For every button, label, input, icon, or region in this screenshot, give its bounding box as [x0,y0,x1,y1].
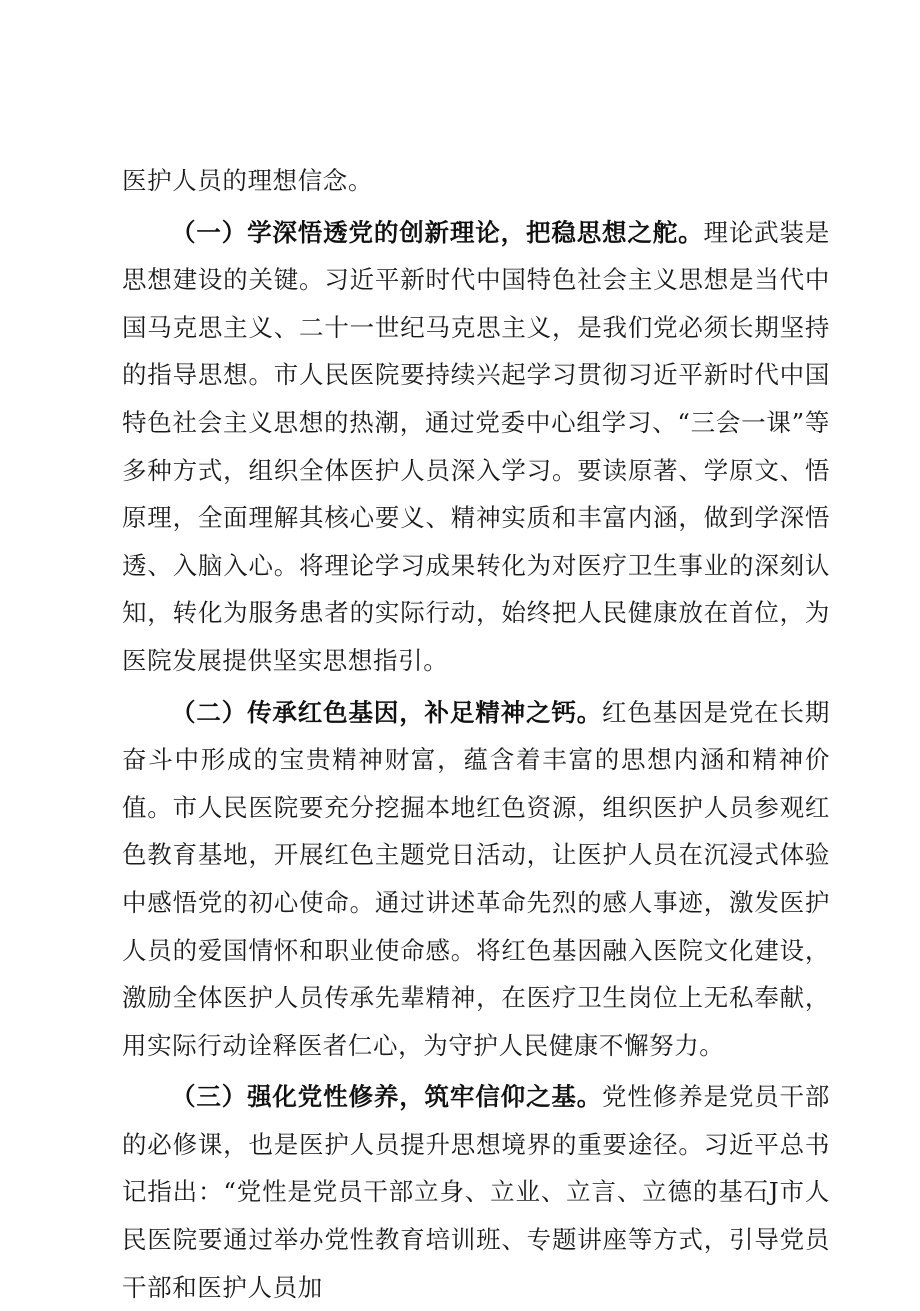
section-heading-1: （一）学深悟透党的创新理论，把稳思想之舵。 [171,217,704,247]
section-body-3: 党性修养是党员干部的必修课，也是医护人员提升思想境界的重要途径。习近平总书记指出：“党性是党员干部立身、立业、立言、立德的基石J市人民医院要通过举办党性教育培训班、专题讲座等方式，引导党员干部和医护人员加 [122,1082,830,1302]
section-heading-2: （二）传承红色基因，补足精神之钙。 [171,697,603,727]
paragraph-section-1 [122,209,830,685]
paragraph-continuation [122,157,830,205]
section-heading-3: （三）强化党性修养，筑牢信仰之基。 [171,1082,603,1112]
section-body-1: 理论武装是思想建设的关键。习近平新时代中国特色社会主义思想是当代中国马克思主义、二十一世纪马克思主义，是我们党必须长期坚持的指导思想。市人民医院要持续兴起学习贯彻习近平新时代中国特色社会主义思想的热潮，通过党委中心组学习、“三会一课”等多种方式，组织全体医护人员深入学习。要读原著、学原文、悟原理，全面理解其核心要义、精神实质和丰富内涵，做到学深悟透、入脑入心。将理论学习成果转化为对医疗卫生事业的深刻认知，转化为服务患者的实际行动，始终把人民健康放在首位，为医院发展提供坚实思想指引。 [122,217,830,675]
section-body-2: 红色基因是党在长期奋斗中形成的宝贵精神财富，蕴含着丰富的思想内涵和精神价值。市人民医院要充分挖掘本地红色资源，组织医护人员参观红色教育基地，开展红色主题党日活动，让医护人员在沉浸式体验中感悟党的初心使命。通过讲述革命先烈的感人事迹，激发医护人员的爱国情怀和职业使命感。将红色基因融入医院文化建设，激励全体医护人员传承先辈精神，在医疗卫生岗位上无私奉献，用实际行动诠释医者仁心，为守护人民健康不懈努力。 [122,697,830,1060]
paragraph-body: 医护人员的理想信念。 [122,166,373,195]
paragraph-section-2 [122,689,830,1070]
paragraph-section-3 [122,1073,830,1311]
document-body [122,157,830,1311]
